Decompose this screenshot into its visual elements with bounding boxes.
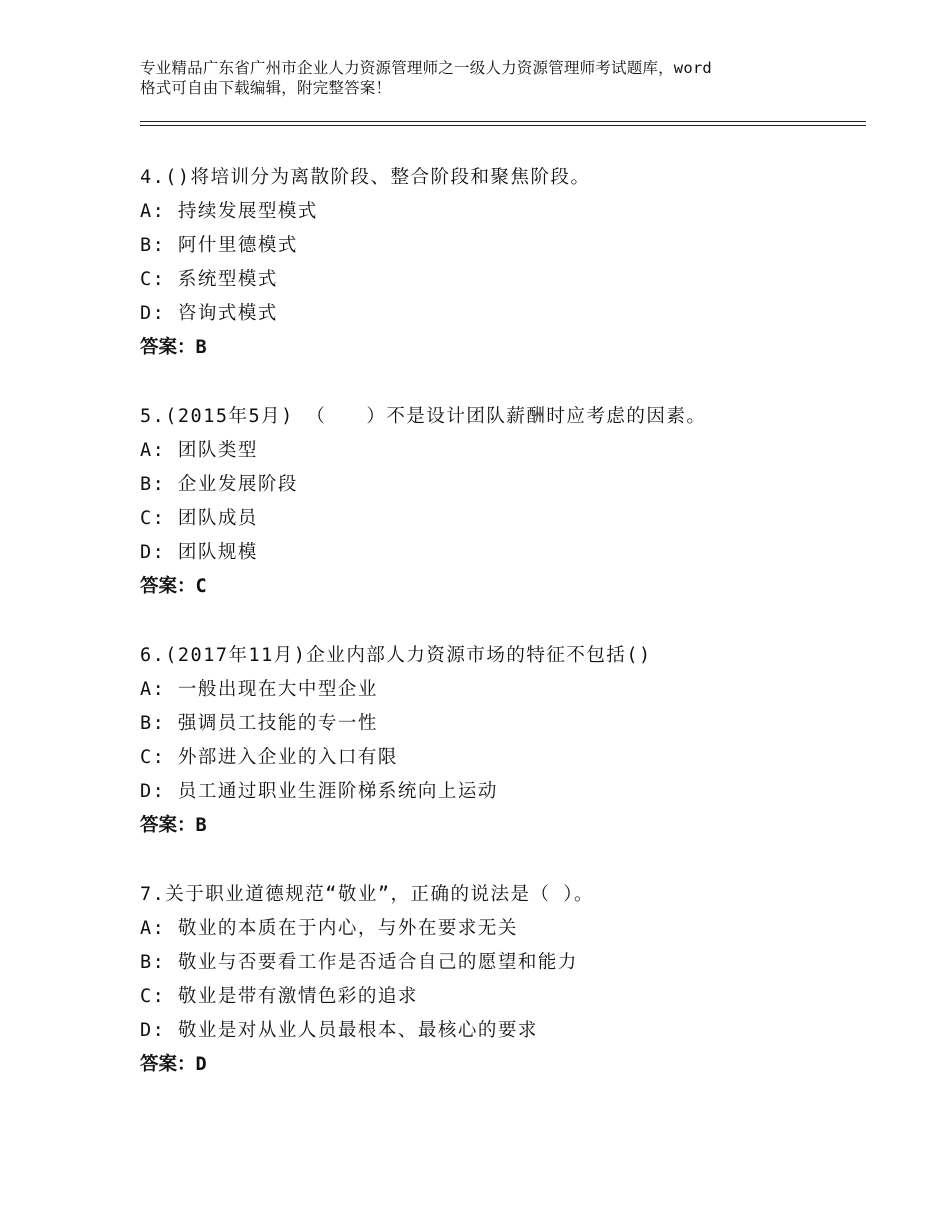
option-b: B: 敬业与否要看工作是否适合自己的愿望和能力 xyxy=(140,952,578,973)
question-6 xyxy=(140,639,860,843)
question-7 xyxy=(140,878,860,1082)
option-d: D: 员工通过职业生涯阶梯系统向上运动 xyxy=(140,781,498,802)
answer: 答案：B xyxy=(140,815,207,836)
header-divider-bottom xyxy=(140,125,866,126)
answer: 答案：C xyxy=(140,576,207,597)
question-4 xyxy=(140,161,860,365)
option-b: B: 企业发展阶段 xyxy=(140,474,298,495)
question-stem: 7.关于职业道德规范“敬业”，正确的说法是（ ）。 xyxy=(140,884,594,905)
option-c: C: 系统型模式 xyxy=(140,269,278,290)
option-a: A: 持续发展型模式 xyxy=(140,201,318,222)
question-stem: 5.(2015年5月) （ ）不是设计团队薪酬时应考虑的因素。 xyxy=(140,406,707,427)
header-divider-top xyxy=(140,121,866,122)
option-a: A: 一般出现在大中型企业 xyxy=(140,679,378,700)
question-5 xyxy=(140,400,860,604)
option-c: C: 团队成员 xyxy=(140,508,258,529)
header-title-line-2: 格式可自由下载编辑，附完整答案！ xyxy=(140,79,392,97)
answer: 答案：B xyxy=(140,337,207,358)
option-b: B: 阿什里德模式 xyxy=(140,235,298,256)
option-d: D: 咨询式模式 xyxy=(140,303,278,324)
header-title-line-1: 专业精品广东省广州市企业人力资源管理师之一级人力资源管理师考试题库，word xyxy=(140,59,712,77)
option-a: A: 敬业的本质在于内心，与外在要求无关 xyxy=(140,918,518,939)
answer: 答案：D xyxy=(140,1054,207,1075)
option-d: D: 敬业是对从业人员最根本、最核心的要求 xyxy=(140,1020,538,1041)
question-stem: 6.(2017年11月)企业内部人力资源市场的特征不包括() xyxy=(140,645,652,666)
option-c: C: 外部进入企业的入口有限 xyxy=(140,747,398,768)
option-d: D: 团队规模 xyxy=(140,542,258,563)
option-c: C: 敬业是带有激情色彩的追求 xyxy=(140,986,418,1007)
document-header xyxy=(140,58,830,98)
option-b: B: 强调员工技能的专一性 xyxy=(140,713,378,734)
option-a: A: 团队类型 xyxy=(140,440,258,461)
question-stem: 4.()将培训分为离散阶段、整合阶段和聚焦阶段。 xyxy=(140,167,591,188)
